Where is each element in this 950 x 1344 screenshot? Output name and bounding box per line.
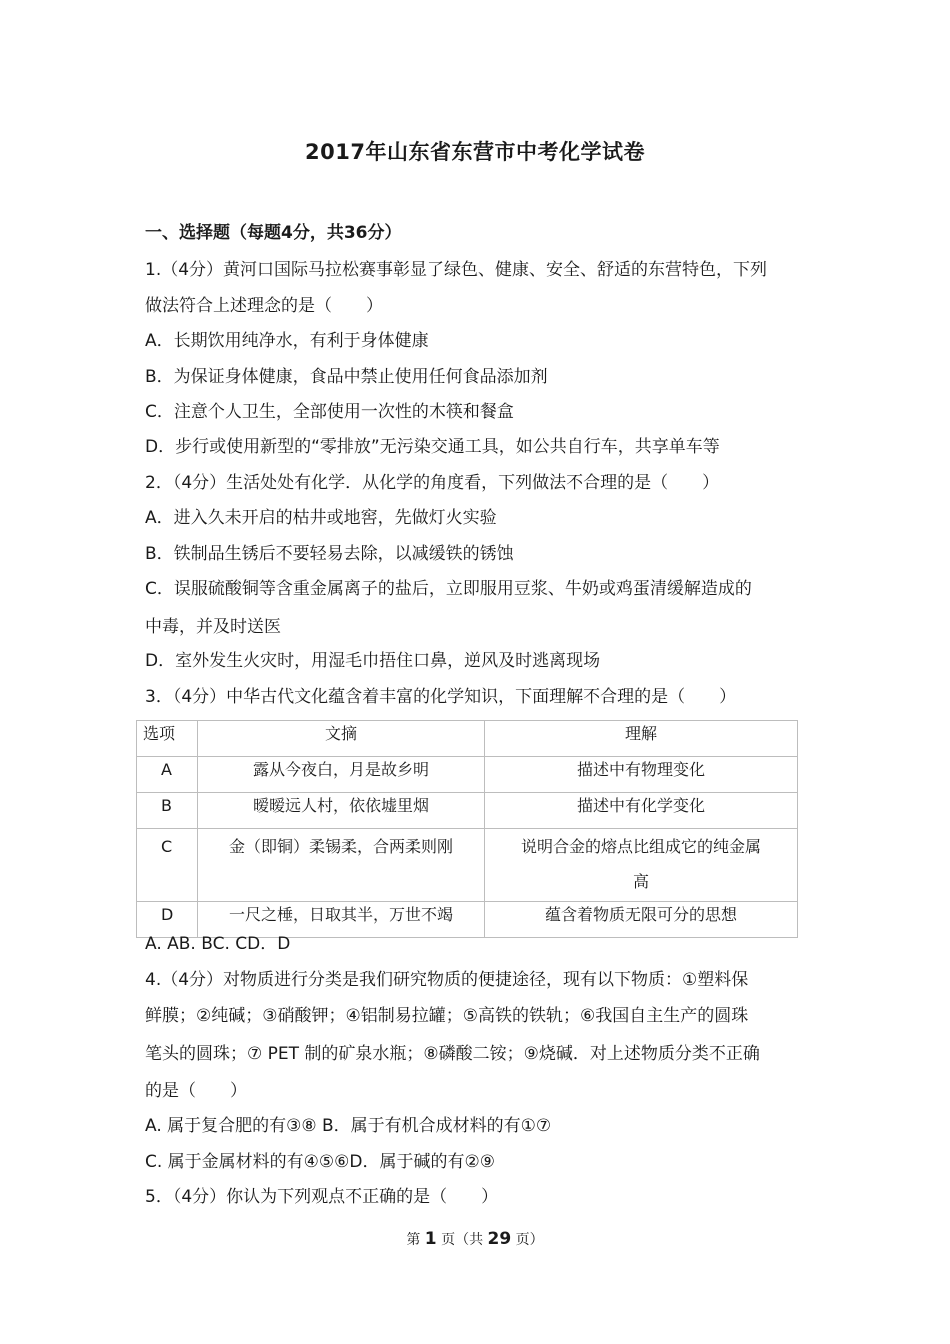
- q3-table: [136, 720, 798, 938]
- q4-stem-line4: 的是（ ）: [145, 1081, 247, 1101]
- table-cell-text: 金（即铜）柔锡柔，合两柔则刚: [198, 829, 485, 902]
- q2-stem: 2．（4分）生活处处有化学．从化学的角度看，下列做法不合理的是（ ）: [145, 473, 720, 493]
- table-row: [137, 793, 798, 829]
- q2-option-d: D．室外发生火灾时，用湿毛巾捂住口鼻，逆风及时逃离现场: [145, 651, 601, 671]
- table-header-cell: 文摘: [198, 721, 485, 757]
- table-header-cell: 选项: [137, 721, 198, 757]
- q2-option-c-line2: 中毒，并及时送医: [145, 617, 281, 637]
- q1-option-c: C．注意个人卫生，全部使用一次性的木筷和餐盒: [145, 402, 514, 422]
- table-row: [137, 757, 798, 793]
- q2-option-a: A．进入久未开启的枯井或地窖，先做灯火实验: [145, 508, 497, 528]
- q1-option-b: B．为保证身体健康，食品中禁止使用任何食品添加剂: [145, 367, 548, 387]
- q1-option-a: A．长期饮用纯净水，有利于身体健康: [145, 331, 429, 351]
- table-header-row: [137, 721, 798, 757]
- table-cell-text: 一尺之棰，日取其半，万世不竭: [198, 902, 485, 938]
- page-title: 2017年山东省东营市中考化学试卷: [305, 140, 645, 164]
- q1-stem-line1: 1.（4分）黄河口国际马拉松赛事彰显了绿色、健康、安全、舒适的东营特色，下列: [145, 260, 768, 280]
- q2-option-b: B．铁制品生锈后不要轻易去除，以减缓铁的锈蚀: [145, 544, 514, 564]
- q4-options-ab: A. 属于复合肥的有③⑧ B．属于有机合成材料的有①⑦: [145, 1116, 552, 1136]
- table-cell-option: A: [161, 760, 172, 779]
- table-cell-option: B: [161, 796, 172, 815]
- q1-stem-line2: 做法符合上述理念的是（ ）: [145, 296, 383, 316]
- q4-stem-line3: 笔头的圆珠；⑦ PET 制的矿泉水瓶；⑧磷酸二铵；⑨烧碱．对上述物质分类不正确: [145, 1044, 760, 1064]
- page-footer: 第 1 页（共 29 页）: [406, 1229, 544, 1249]
- q5-stem: 5．（4分）你认为下列观点不正确的是（ ）: [145, 1187, 499, 1207]
- table-cell-text: 暧暧远人村，依依墟里烟: [198, 793, 485, 829]
- table-cell-text: 露从今夜白，月是故乡明: [198, 757, 485, 793]
- page-number: 1: [424, 1229, 437, 1249]
- page-total: 29: [487, 1229, 512, 1249]
- q1-option-d: D．步行或使用新型的“零排放”无污染交通工具，如公共自行车，共享单车等: [145, 437, 720, 457]
- table-cell-meaning: 蕴含着物质无限可分的思想: [485, 902, 798, 938]
- table-cell-meaning: 描述中有物理变化: [485, 757, 798, 793]
- q2-option-c-line1: C．误服硫酸铜等含重金属离子的盐后，立即服用豆浆、牛奶或鸡蛋清缓解造成的: [145, 579, 752, 599]
- table-cell-option: C: [161, 837, 173, 856]
- table-cell-meaning: 描述中有化学变化: [485, 793, 798, 829]
- table-cell-meaning: 说明合金的熔点比组成它的纯金属 高: [485, 829, 798, 902]
- table-cell-option: D: [161, 905, 174, 924]
- q3-options: A. AB. BC. CD．D: [145, 934, 291, 954]
- q4-stem-line1: 4.（4分）对物质进行分类是我们研究物质的便捷途径，现有以下物质：①塑料保: [145, 970, 749, 990]
- q3-stem: 3．（4分）中华古代文化蕴含着丰富的化学知识，下面理解不合理的是（ ）: [145, 687, 737, 707]
- q4-options-cd: C. 属于金属材料的有④⑤⑥D．属于碱的有②⑨: [145, 1152, 495, 1172]
- section-heading: 一、选择题（每题4分，共36分）: [145, 223, 402, 243]
- table-header-cell: 理解: [485, 721, 798, 757]
- q4-stem-line2: 鲜膜；②纯碱；③硝酸钾；④铝制易拉罐；⑤高铁的铁轨；⑥我国自主生产的圆珠: [145, 1006, 749, 1026]
- table-row: [137, 829, 798, 902]
